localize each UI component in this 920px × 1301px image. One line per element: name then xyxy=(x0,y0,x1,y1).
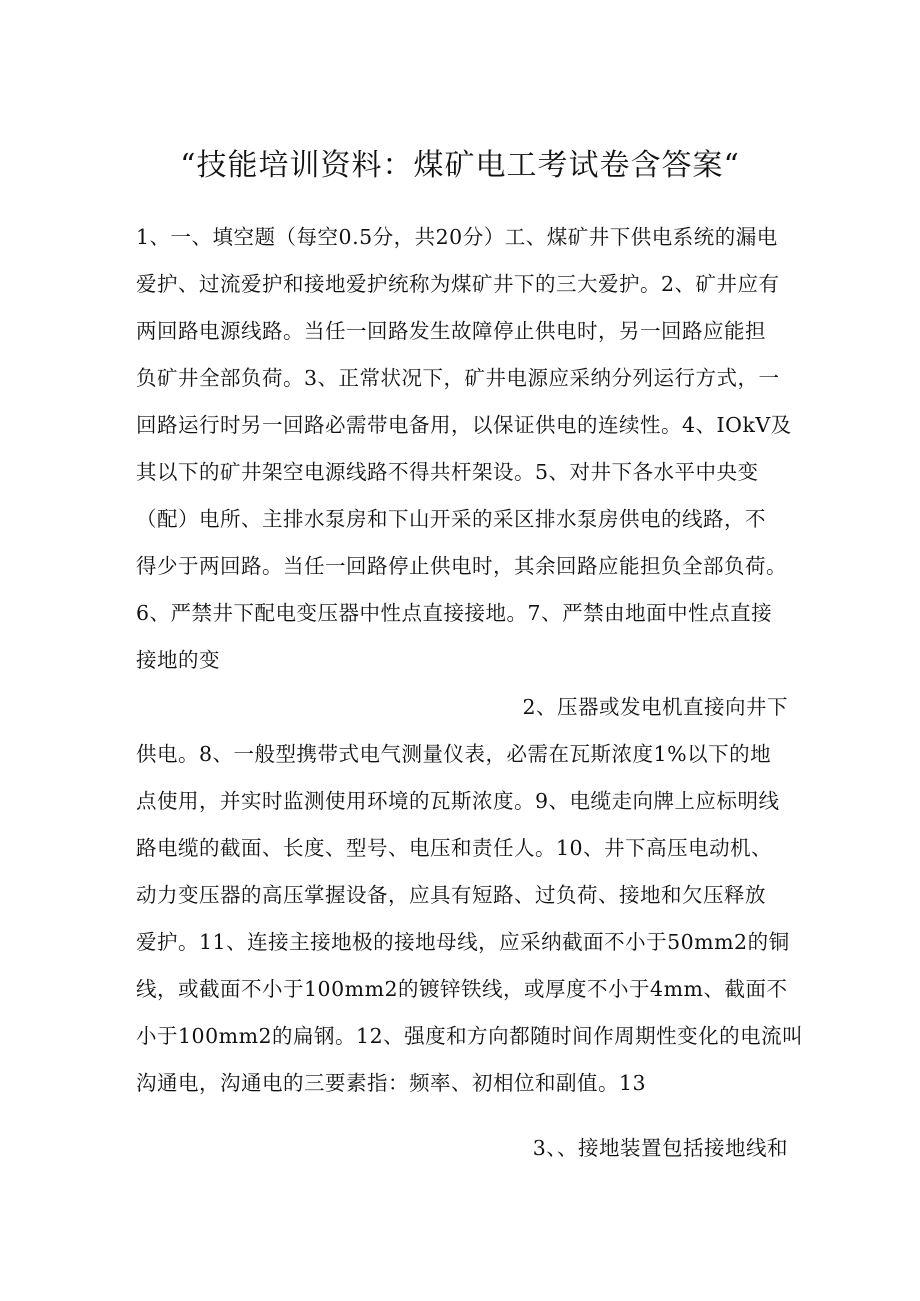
document-body xyxy=(136,214,804,1172)
text-line: （配）电所、主排水泵房和下山开采的采区排水泵房供电的线路，不 xyxy=(136,507,766,531)
text-line: 6、严禁井下配电变压器中性点直接接地。7、严禁由地面中性点直接 xyxy=(136,601,773,625)
text-line: 线，或截面不小于100mm2的镀锌铁线，或厚度不小于4mm、截面不 xyxy=(136,977,788,1001)
text-line: 沟通电，沟通电的三要素指：频率、初相位和副值。13 xyxy=(136,1071,647,1095)
text-line: 1、一、填空题（每空0.5分，共20分）工、煤矿井下供电系统的漏电 xyxy=(136,225,778,249)
text-line: 两回路电源线路。当任一回路发生故障停止供电时，另一回路应能担 xyxy=(136,319,766,343)
text-line: 动力变压器的高压掌握设备，应具有短路、过负荷、接地和欠压释放 xyxy=(136,883,766,907)
text-line: 回路运行时另一回路必需带电备用，以保证供电的连续性。4、IOkV及 xyxy=(136,413,792,437)
text-line-right: 2、压器或发电机直接向井下 xyxy=(522,695,788,719)
text-line: 小于100mm2的扁钢。12、强度和方向都随时间作周期性变化的电流叫 xyxy=(136,1024,804,1048)
text-line: 爱护、过流爱护和接地爱护统称为煤矿井下的三大爱护。2、矿井应有 xyxy=(136,272,780,296)
paragraph-gap xyxy=(136,1107,796,1125)
text-line: 点使用，并实时监测使用环境的瓦斯浓度。9、电缆走向牌上应标明线 xyxy=(136,789,780,813)
text-line: 负矿井全部负荷。3、正常状况下，矿井电源应采纳分列运行方式，一 xyxy=(136,366,780,390)
text-line: 其以下的矿井架空电源线路不得共杆架设。5、对井下各水平中央变 xyxy=(136,460,759,484)
text-line: 爱护。11、连接主接地极的接地母线，应采纳截面不小于50mm2的铜 xyxy=(136,930,790,954)
text-line: 得少于两回路。当任一回路停止供电时，其余回路应能担负全部负荷。 xyxy=(136,554,787,578)
text-line: 接地的变 xyxy=(136,648,220,672)
text-line: 路电缆的截面、长度、型号、电压和责任人。10、井下高压电动机、 xyxy=(136,836,773,860)
text-line: 供电。8、一般型携带式电气测量仪表，必需在瓦斯浓度1%以下的地 xyxy=(136,742,772,766)
text-line-right: 3、、接地装置包括接地线和 xyxy=(532,1136,788,1160)
document-title: “技能培训资料：煤矿电工考试卷含答案“ xyxy=(180,148,740,183)
